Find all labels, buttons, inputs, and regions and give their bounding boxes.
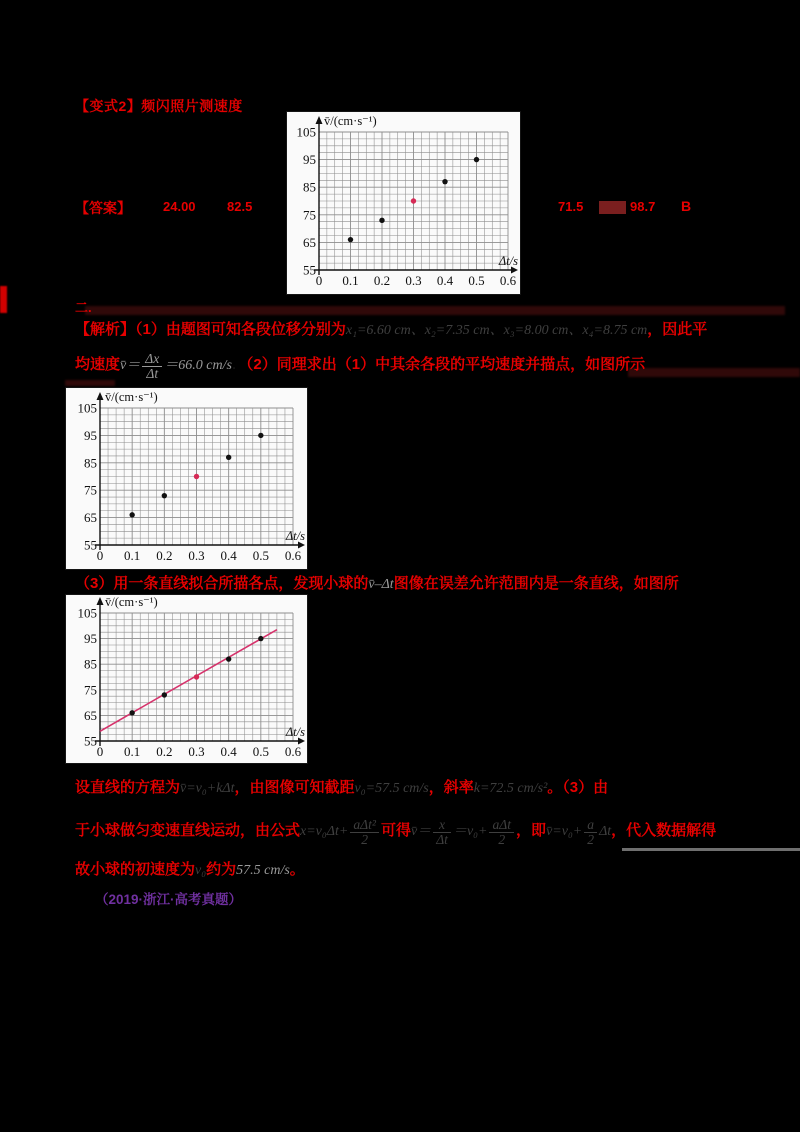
analysis-line-1 bbox=[75, 318, 707, 339]
math-expression: v̄=v₀+ bbox=[546, 823, 583, 839]
svg-text:0.4: 0.4 bbox=[436, 273, 454, 288]
svg-text:v̄/(cm·s⁻¹): v̄/(cm·s⁻¹) bbox=[105, 390, 158, 404]
svg-text:0.6: 0.6 bbox=[284, 548, 302, 563]
svg-text:0.6: 0.6 bbox=[284, 744, 302, 759]
analysis-text: 。 bbox=[289, 861, 305, 878]
analysis-text: ，由图像可知截距 bbox=[234, 779, 355, 796]
svg-text:0.1: 0.1 bbox=[124, 548, 141, 563]
svg-text:105: 105 bbox=[296, 124, 316, 140]
svg-text:85: 85 bbox=[84, 455, 97, 471]
math-expression: ＝66.0 cm/s bbox=[164, 357, 232, 373]
svg-text:0: 0 bbox=[96, 548, 104, 563]
svg-text:75: 75 bbox=[84, 482, 97, 498]
svg-text:0.6: 0.6 bbox=[499, 273, 517, 288]
svg-text:v̄/(cm·s⁻¹): v̄/(cm·s⁻¹) bbox=[324, 114, 377, 128]
analysis-text: 于小球做匀变速直线运动，由公式 bbox=[75, 821, 301, 839]
math-expression: ． bbox=[231, 355, 246, 372]
svg-text:Δt/s: Δt/s bbox=[498, 254, 518, 268]
svg-text:85: 85 bbox=[303, 179, 316, 195]
velocity-time-chart-1 bbox=[287, 112, 520, 294]
svg-text:95: 95 bbox=[84, 631, 97, 647]
math-expression: v̄=v₀+kΔt bbox=[180, 781, 235, 796]
analysis-text: 。（3）由 bbox=[547, 779, 609, 796]
answer-blank-2: 82.5 bbox=[227, 199, 253, 214]
math-expression: x₁=6.60 cm、x₂=7.35 cm、x₃=8.00 cm、x₄=8.75 cm bbox=[345, 323, 648, 338]
math-expression: k=72.5 cm/s² bbox=[473, 781, 548, 796]
analysis-text: 可得 bbox=[380, 821, 411, 839]
answer-choice-badge: B bbox=[681, 198, 692, 214]
svg-text:55: 55 bbox=[84, 537, 97, 553]
math-expression: 57.5 cm/s bbox=[236, 863, 290, 878]
analysis-text: （3）用一条直线拟合所描各点，发现小球的 bbox=[75, 575, 369, 592]
analysis-text: ，代入数据解得 bbox=[611, 821, 717, 839]
ink-smear-artifact bbox=[628, 368, 800, 377]
math-expression: ＝v₀+ bbox=[452, 823, 488, 839]
svg-text:0.2: 0.2 bbox=[156, 548, 173, 563]
answer-right-2: 98.7 bbox=[630, 199, 656, 214]
svg-text:0.1: 0.1 bbox=[124, 744, 141, 759]
math-expression: v₀ bbox=[195, 863, 207, 878]
answer-right-1: 71.5 bbox=[558, 199, 584, 214]
svg-text:v̄/(cm·s⁻¹): v̄/(cm·s⁻¹) bbox=[105, 595, 158, 609]
svg-text:105: 105 bbox=[77, 400, 97, 416]
velocity-time-chart-panel-2 bbox=[66, 388, 307, 569]
analysis-text: 【解析】（1）由题图可知各段位移分别为 bbox=[75, 321, 346, 338]
analysis-text: ，即 bbox=[516, 821, 547, 839]
svg-text:0: 0 bbox=[96, 744, 104, 759]
svg-text:0.4: 0.4 bbox=[220, 744, 237, 759]
analysis-line-6 bbox=[75, 858, 305, 879]
math-expression: x=v₀Δt+ bbox=[300, 823, 349, 839]
svg-text:75: 75 bbox=[303, 207, 316, 223]
svg-text:0.3: 0.3 bbox=[188, 744, 205, 759]
svg-text:0.5: 0.5 bbox=[252, 744, 269, 759]
math-expression: v̄–Δt bbox=[368, 577, 394, 592]
velocity-time-chart-2 bbox=[66, 388, 307, 569]
velocity-time-chart-panel-3 bbox=[66, 595, 307, 763]
svg-text:0.4: 0.4 bbox=[220, 548, 237, 563]
svg-text:0.5: 0.5 bbox=[252, 548, 269, 563]
math-fraction: $\frac{x}{\Delta t}$ bbox=[433, 818, 451, 848]
section-heading: 【变式2】频闪照片测速度 bbox=[75, 98, 243, 114]
answer-blank-1: 24.00 bbox=[163, 199, 196, 214]
math-expression: v₀=57.5 cm/s bbox=[354, 781, 429, 796]
analysis-text: ，斜率 bbox=[428, 779, 474, 796]
analysis-text: 约为 bbox=[206, 861, 237, 878]
math-expression: v̄＝ bbox=[410, 823, 432, 839]
svg-text:0.1: 0.1 bbox=[342, 273, 359, 288]
svg-text:0: 0 bbox=[315, 273, 323, 288]
svg-text:0.5: 0.5 bbox=[468, 273, 485, 288]
math-expression: Δt bbox=[599, 823, 612, 839]
analysis-line-5 bbox=[75, 818, 716, 848]
section-number: 二. bbox=[75, 300, 92, 315]
svg-text:85: 85 bbox=[84, 656, 97, 672]
velocity-time-chart-3 bbox=[66, 595, 307, 763]
analysis-line-4 bbox=[75, 776, 608, 797]
svg-text:0.3: 0.3 bbox=[188, 548, 205, 563]
problem-source: （2019·浙江·高考真题） bbox=[95, 892, 243, 907]
gray-line-artifact bbox=[622, 848, 800, 851]
analysis-line-2 bbox=[75, 352, 645, 382]
math-fraction: $\frac{\text{aΔt²}}{2}$ bbox=[350, 818, 379, 848]
svg-text:105: 105 bbox=[77, 605, 97, 621]
analysis-text: 故小球的初速度为 bbox=[75, 861, 196, 878]
ink-smear-artifact bbox=[85, 306, 785, 315]
svg-text:0.2: 0.2 bbox=[373, 273, 391, 288]
math-fraction: $\frac{\Delta x}{\Delta t}$ bbox=[142, 352, 162, 382]
math-fraction: $\frac{a}{2}$ bbox=[584, 818, 597, 848]
svg-text:65: 65 bbox=[84, 707, 97, 723]
svg-text:55: 55 bbox=[303, 262, 316, 278]
svg-text:65: 65 bbox=[84, 510, 97, 526]
analysis-text: 设直线的方程为 bbox=[75, 779, 181, 796]
analysis-text: （2）同理求出（1）中其余各段的平均速度并描点，如图所示 bbox=[245, 355, 646, 373]
svg-text:65: 65 bbox=[303, 234, 316, 250]
math-expression: v̄＝ bbox=[120, 357, 141, 373]
analysis-text: 均速度 bbox=[75, 355, 121, 373]
svg-text:0.2: 0.2 bbox=[156, 744, 173, 759]
svg-text:55: 55 bbox=[84, 733, 97, 749]
analysis-text: 图像在误差允许范围内是一条直线，如图所 bbox=[393, 575, 679, 592]
redacted-highlight-box bbox=[599, 201, 626, 214]
svg-text:95: 95 bbox=[84, 427, 97, 443]
svg-text:75: 75 bbox=[84, 682, 97, 698]
svg-text:Δt/s: Δt/s bbox=[285, 725, 305, 739]
red-margin-mark bbox=[0, 286, 7, 313]
answer-label: 【答案】 bbox=[75, 200, 131, 216]
svg-text:Δt/s: Δt/s bbox=[285, 529, 305, 543]
analysis-text: ，因此平 bbox=[647, 321, 708, 338]
velocity-time-chart-panel-1 bbox=[287, 112, 520, 294]
svg-text:0.3: 0.3 bbox=[405, 273, 422, 288]
math-fraction: $\frac{\text{aΔt}}{2}$ bbox=[489, 818, 514, 848]
svg-text:95: 95 bbox=[303, 152, 316, 168]
analysis-line-3 bbox=[75, 572, 679, 593]
